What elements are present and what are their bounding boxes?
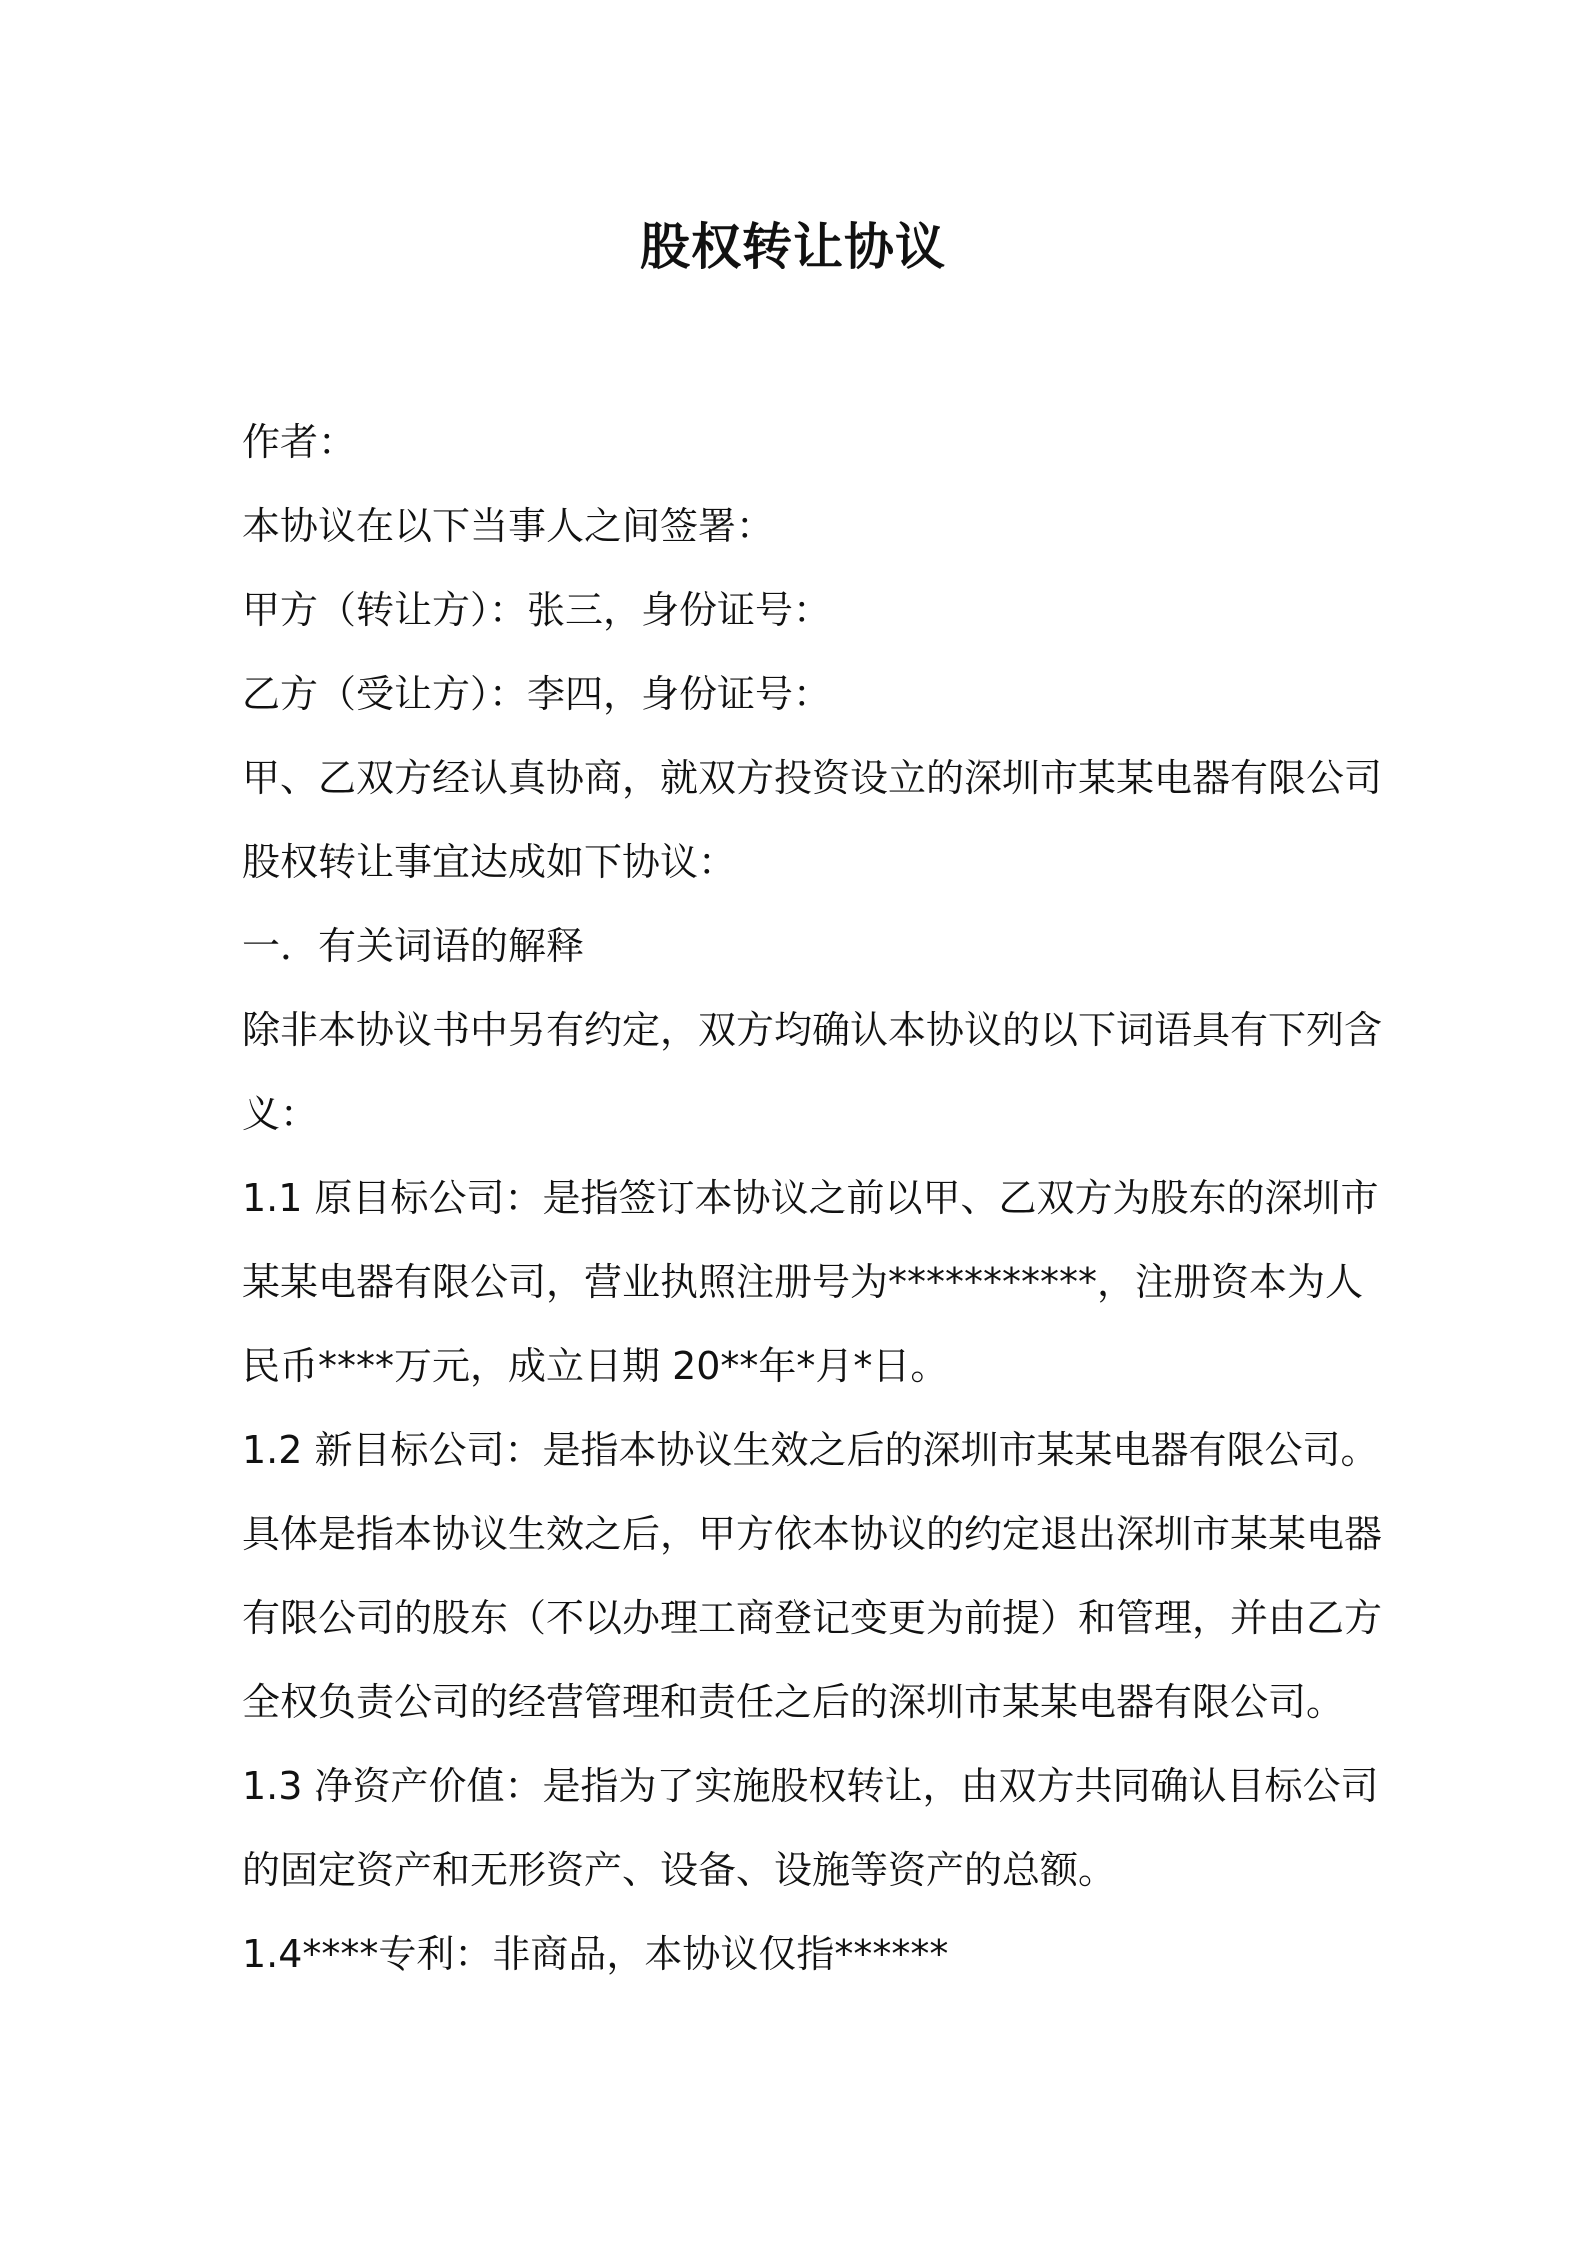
clause-1-3-line: 的固定资产和无形资产、设备、设施等资产的总额。 (242, 1848, 1117, 1892)
clause-1-1-line: 民币****万元，成立日期 20**年*月*日。 (242, 1344, 949, 1388)
clause-1-2-line: 具体是指本协议生效之后，甲方依本协议的约定退出深圳市某某电器 (242, 1512, 1383, 1556)
clause-1-2-line: 1.2 新目标公司：是指本协议生效之后的深圳市某某电器有限公司。 (242, 1428, 1379, 1472)
preamble-line: 甲、乙双方经认真协商，就双方投资设立的深圳市某某电器有限公司 (242, 756, 1383, 800)
document-title: 股权转让协议 (640, 218, 946, 276)
clause-1-1-line: 某某电器有限公司，营业执照注册号为***********，注册资本为人 (242, 1260, 1364, 1304)
document-body (242, 400, 1383, 1996)
clause-1-4-line: 1.4****专利：非商品，本协议仅指****** (242, 1932, 949, 1976)
section-heading: 一．有关词语的解释 (242, 924, 585, 968)
clause-1-3-line: 1.3 净资产价值：是指为了实施股权转让，由双方共同确认目标公司 (242, 1764, 1379, 1808)
clause-1-1-line: 1.1 原目标公司：是指签订本协议之前以甲、乙双方为股东的深圳市 (242, 1176, 1379, 1220)
parties-intro-line: 本协议在以下当事人之间签署： (242, 504, 775, 548)
clause-1-2-line: 全权负责公司的经营管理和责任之后的深圳市某某电器有限公司。 (242, 1680, 1345, 1724)
clause-1-2-line: 有限公司的股东（不以办理工商登记变更为前提）和管理，并由乙方 (242, 1596, 1383, 1640)
party-b-line: 乙方（受让方）：李四，身份证号： (242, 672, 832, 716)
paragraph-line: 除非本协议书中另有约定，双方均确认本协议的以下词语具有下列含 (242, 1008, 1383, 1052)
party-a-line: 甲方（转让方）：张三，身份证号： (242, 588, 832, 632)
author-line: 作者： (242, 420, 357, 464)
preamble-line: 股权转让事宜达成如下协议： (242, 840, 737, 884)
paragraph-line: 义： (242, 1092, 319, 1136)
